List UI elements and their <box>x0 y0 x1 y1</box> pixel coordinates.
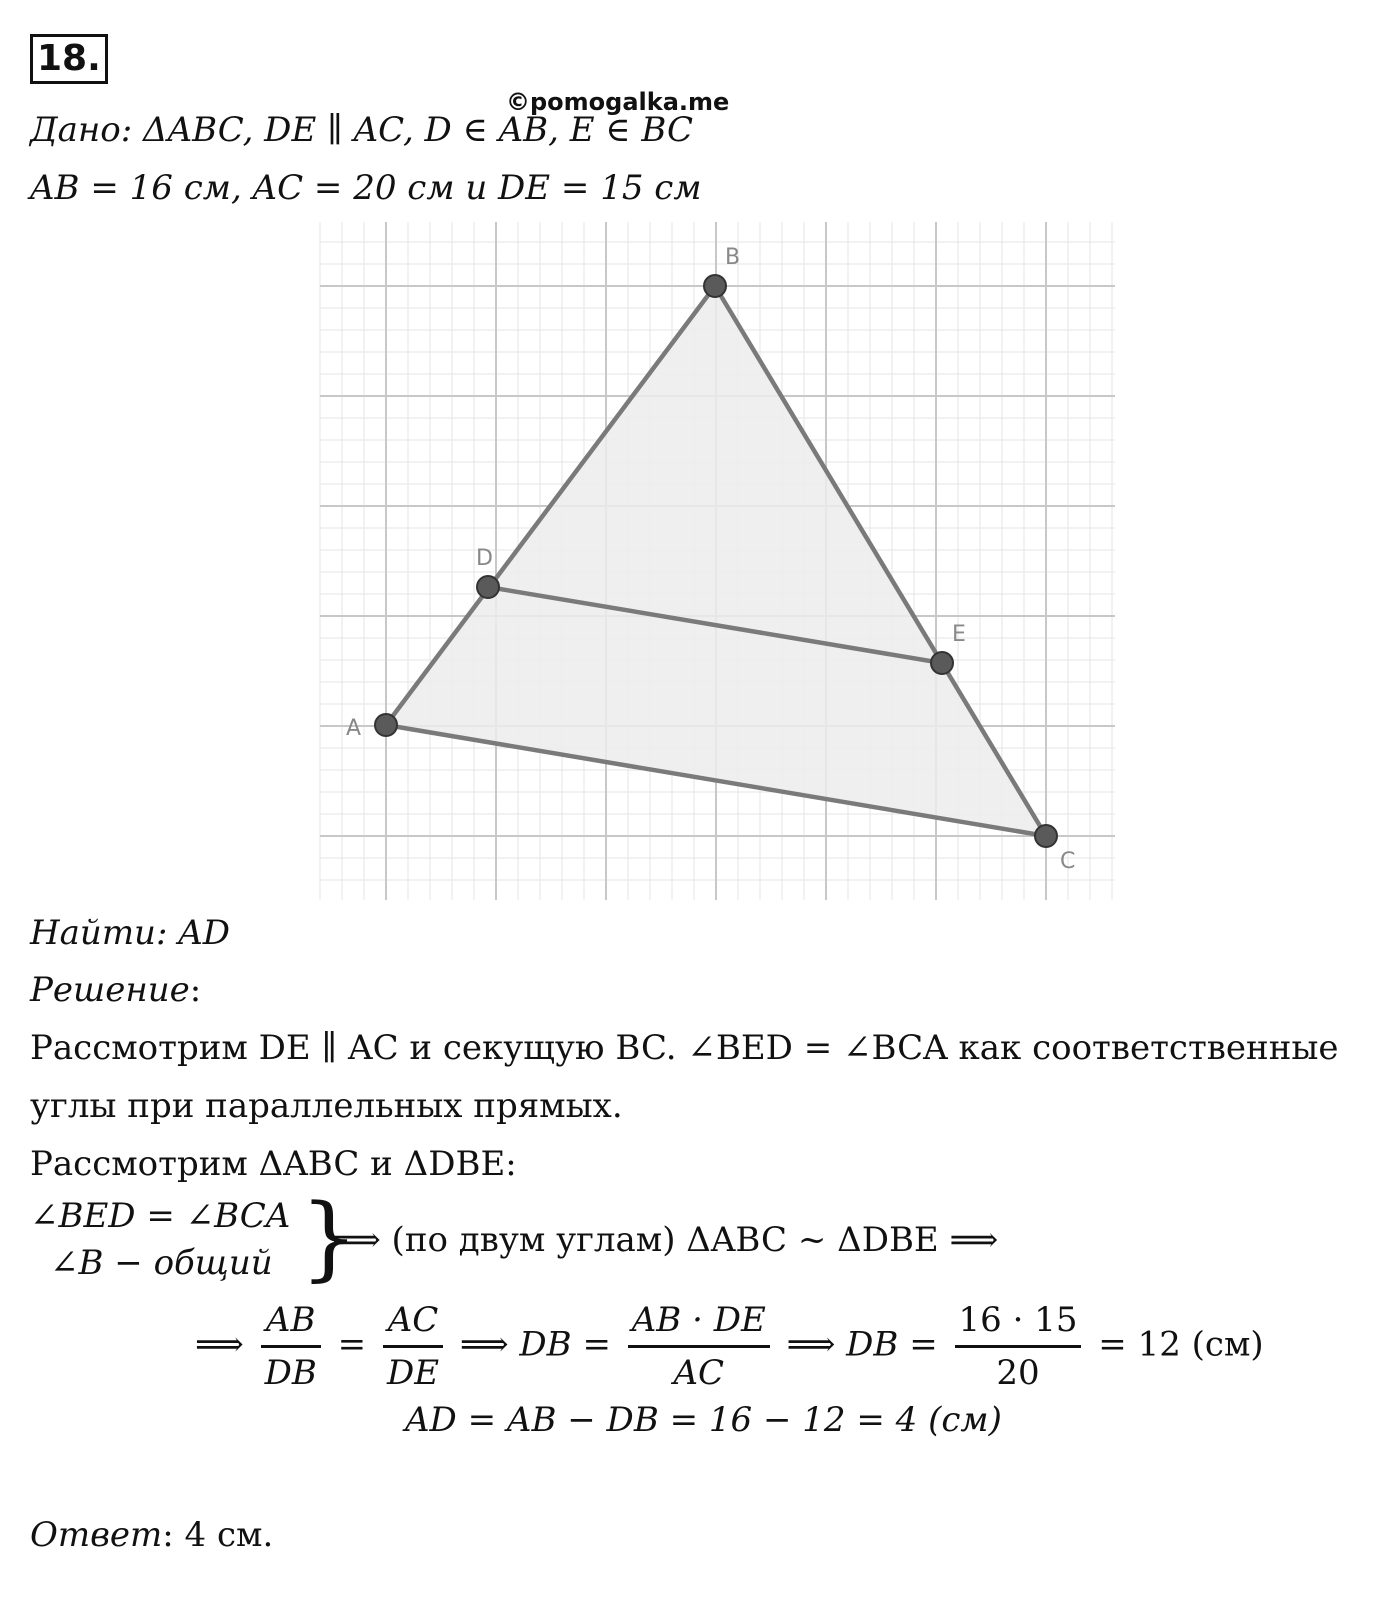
eq-equals: = <box>337 1324 367 1365</box>
eq-arrow: ⟹ <box>195 1324 244 1365</box>
point-label-c: C <box>1060 849 1076 874</box>
condition-2: ∠B − общий <box>50 1243 273 1283</box>
point-e <box>931 652 953 674</box>
fraction-ab-db-denominator: DB <box>264 1353 317 1393</box>
given-conditions: : ΔABC, DE ∥ AC, D ∈ AB, E ∈ BC <box>120 110 693 150</box>
given-label: Дано <box>30 110 121 150</box>
answer-line <box>30 1515 273 1555</box>
fraction-ab-db-numerator: AB <box>261 1295 321 1348</box>
solution-heading <box>30 970 201 1010</box>
proportion-equation <box>195 1295 1264 1398</box>
point-d <box>477 576 499 598</box>
solution-colon: : <box>189 970 202 1010</box>
eq-db-calc: ⟹ DB = <box>786 1324 938 1365</box>
fraction-abde-ac-denominator: AC <box>673 1353 725 1393</box>
point-a <box>375 714 397 736</box>
watermark: ©pomogalka.me <box>506 88 730 116</box>
fraction-numbers-numerator: 16 · 15 <box>955 1295 1082 1348</box>
answer-label: Ответ <box>30 1515 163 1555</box>
fraction-abde-ac-numerator: AB · DE <box>628 1295 770 1348</box>
fraction-ac-de <box>383 1295 443 1398</box>
point-label-b: B <box>725 245 741 270</box>
ad-calculation: AD = AB − DB = 16 − 12 = 4 (см) <box>405 1400 1002 1440</box>
eq-result: = 12 (см) <box>1098 1324 1264 1365</box>
fraction-numbers <box>955 1295 1082 1398</box>
solution-para2: Рассмотрим ΔABC и ΔDBE: <box>30 1144 517 1184</box>
given-line-2: AB = 16 см, AC = 20 см и DE = 15 см <box>30 168 702 208</box>
problem-number: 18. <box>30 34 108 84</box>
find-label: Найти <box>30 913 156 953</box>
fraction-ab-db <box>261 1295 321 1398</box>
eq-db-def: ⟹ DB = <box>459 1324 611 1365</box>
answer-value: : 4 см. <box>162 1515 274 1555</box>
find-value: : AD <box>155 913 231 953</box>
fraction-ac-de-denominator: DE <box>386 1353 440 1393</box>
point-c <box>1035 825 1057 847</box>
find-line <box>30 913 230 953</box>
solution-label: Решение <box>30 970 190 1010</box>
point-b <box>704 275 726 297</box>
solution-para1-line1: Рассмотрим DE ∥ AC и секущую BC. ∠BED = ∠BCA как соответственные <box>30 1028 1339 1068</box>
solution-para1-line2: углы при параллельных прямых. <box>30 1086 623 1126</box>
conditions-brace: } <box>300 1184 359 1291</box>
fraction-numbers-denominator: 20 <box>996 1353 1040 1393</box>
condition-1: ∠BED = ∠BCA <box>30 1196 291 1236</box>
fraction-abde-ac <box>628 1295 770 1398</box>
point-label-e: E <box>952 622 966 647</box>
point-label-d: D <box>476 546 493 571</box>
similarity-conclusion: ⟹ (по двум углам) ΔABC ~ ΔDBE ⟹ <box>332 1220 999 1260</box>
fraction-ac-de-numerator: AC <box>383 1295 443 1348</box>
point-label-a: A <box>346 716 362 741</box>
